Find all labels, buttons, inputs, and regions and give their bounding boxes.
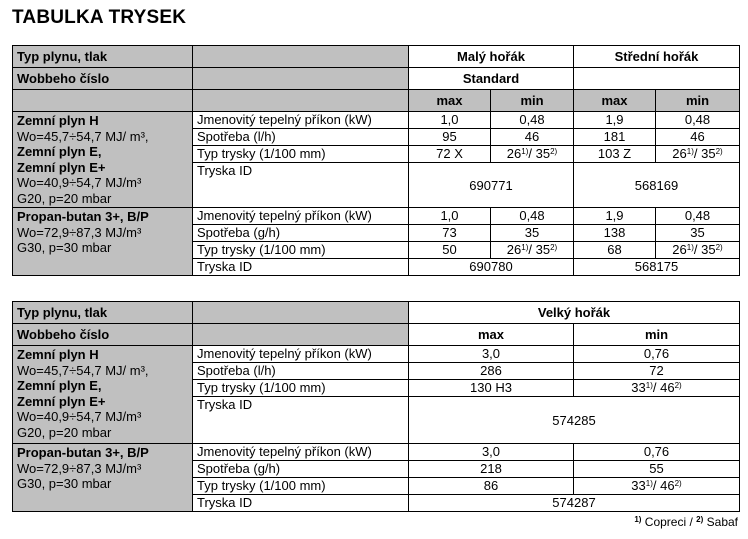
standard-header: Standard [409, 68, 574, 90]
nozzle-id: 568175 [574, 259, 740, 276]
min-header: min [491, 90, 574, 112]
value-cell: 1,0 [409, 208, 491, 225]
value-cell: 138 [574, 225, 656, 242]
value-cell: 26$^{1)}$/ 35$^{2)}$ [656, 146, 740, 163]
value-cell: 35 [491, 225, 574, 242]
value-cell: 26$^{1)}$/ 35$^{2)}$ [656, 242, 740, 259]
value-cell: 46 [491, 129, 574, 146]
value-cell: 0,76 [574, 346, 740, 363]
nozzle-table-small-medium [12, 45, 740, 276]
value-cell: 286 [409, 363, 574, 380]
row-label: Spotřeba (l/h) [193, 129, 409, 146]
gas-type-header: Typ plynu, tlak [13, 46, 193, 68]
row-label: Spotřeba (g/h) [193, 461, 409, 478]
wobbe-header: Wobbeho číslo [13, 324, 193, 346]
value-cell: 0,48 [656, 112, 740, 129]
row-label: Jmenovitý tepelný příkon (kW) [193, 444, 409, 461]
row-label: Typ trysky (1/100 mm) [193, 146, 409, 163]
gas-cell-natural-gas: Zemní plyn H Wo=45,7÷54,7 MJ/ m³, Zemní plyn E, Zemní plyn E+ Wo=40,9÷54,7 MJ/m³ G20, p=20 mbar [13, 346, 193, 444]
value-cell: 73 [409, 225, 491, 242]
value-cell: 0,48 [656, 208, 740, 225]
row-label: Jmenovitý tepelný příkon (kW) [193, 346, 409, 363]
value-cell: 103 Z [574, 146, 656, 163]
value-cell: 72 [574, 363, 740, 380]
gas-cell-lpg: Propan-butan 3+, B/P Wo=72,9÷87,3 MJ/m³ G30, p=30 mbar [13, 444, 193, 512]
row-label: Tryska ID [193, 163, 409, 208]
row-label: Tryska ID [193, 495, 409, 512]
value-cell: 0,48 [491, 112, 574, 129]
row-label: Typ trysky (1/100 mm) [193, 478, 409, 495]
value-cell: 50 [409, 242, 491, 259]
max-header: max [409, 324, 574, 346]
value-cell: 1,9 [574, 112, 656, 129]
value-cell: 1,0 [409, 112, 491, 129]
row-label: Spotřeba (l/h) [193, 363, 409, 380]
value-cell: 181 [574, 129, 656, 146]
value-cell: 26$^{1)}$/ 35$^{2)}$ [491, 146, 574, 163]
row-label: Jmenovitý tepelný příkon (kW) [193, 112, 409, 129]
value-cell: 95 [409, 129, 491, 146]
value-cell: 35 [656, 225, 740, 242]
value-cell: 33$^{1)}$/ 46$^{2)}$ [574, 380, 740, 397]
value-cell: 1,9 [574, 208, 656, 225]
value-cell: 55 [574, 461, 740, 478]
value-cell: 3,0 [409, 444, 574, 461]
nozzle-id: 690780 [409, 259, 574, 276]
max-header: max [574, 90, 656, 112]
nozzle-id: 568169 [574, 163, 740, 208]
row-label: Tryska ID [193, 259, 409, 276]
min-header: min [574, 324, 740, 346]
value-cell: 33$^{1)}$/ 46$^{2)}$ [574, 478, 740, 495]
gas-cell-lpg: Propan-butan 3+, B/P Wo=72,9÷87,3 MJ/m³ G30, p=30 mbar [13, 208, 193, 276]
max-header: max [409, 90, 491, 112]
medium-burner-header: Střední hořák [574, 46, 740, 68]
nozzle-table-large [12, 301, 740, 512]
min-header: min [656, 90, 740, 112]
value-cell: 0,76 [574, 444, 740, 461]
value-cell: 3,0 [409, 346, 574, 363]
nozzle-id: 574287 [409, 495, 740, 512]
row-label: Tryska ID [193, 397, 409, 444]
value-cell: 68 [574, 242, 656, 259]
value-cell: 130 H3 [409, 380, 574, 397]
gas-cell-natural-gas: Zemní plyn H Wo=45,7÷54,7 MJ/ m³, Zemní plyn E, Zemní plyn E+ Wo=40,9÷54,7 MJ/m³ G20, p=20 mbar [13, 112, 193, 208]
value-cell: 26$^{1)}$/ 35$^{2)}$ [491, 242, 574, 259]
page-title: TABULKA TRYSEK [12, 7, 187, 28]
row-label: Spotřeba (g/h) [193, 225, 409, 242]
footnote: $^{1)}$ Copreci / $^{2)}$ Sabaf [634, 515, 738, 529]
row-label: Typ trysky (1/100 mm) [193, 242, 409, 259]
large-burner-header: Velký hořák [409, 302, 740, 324]
nozzle-id: 690771 [409, 163, 574, 208]
wobbe-header: Wobbeho číslo [13, 68, 193, 90]
value-cell: 72 X [409, 146, 491, 163]
row-label: Typ trysky (1/100 mm) [193, 380, 409, 397]
row-label: Jmenovitý tepelný příkon (kW) [193, 208, 409, 225]
nozzle-id: 574285 [409, 397, 740, 444]
gas-type-header: Typ plynu, tlak [13, 302, 193, 324]
value-cell: 86 [409, 478, 574, 495]
value-cell: 0,48 [491, 208, 574, 225]
value-cell: 46 [656, 129, 740, 146]
small-burner-header: Malý hořák [409, 46, 574, 68]
value-cell: 218 [409, 461, 574, 478]
